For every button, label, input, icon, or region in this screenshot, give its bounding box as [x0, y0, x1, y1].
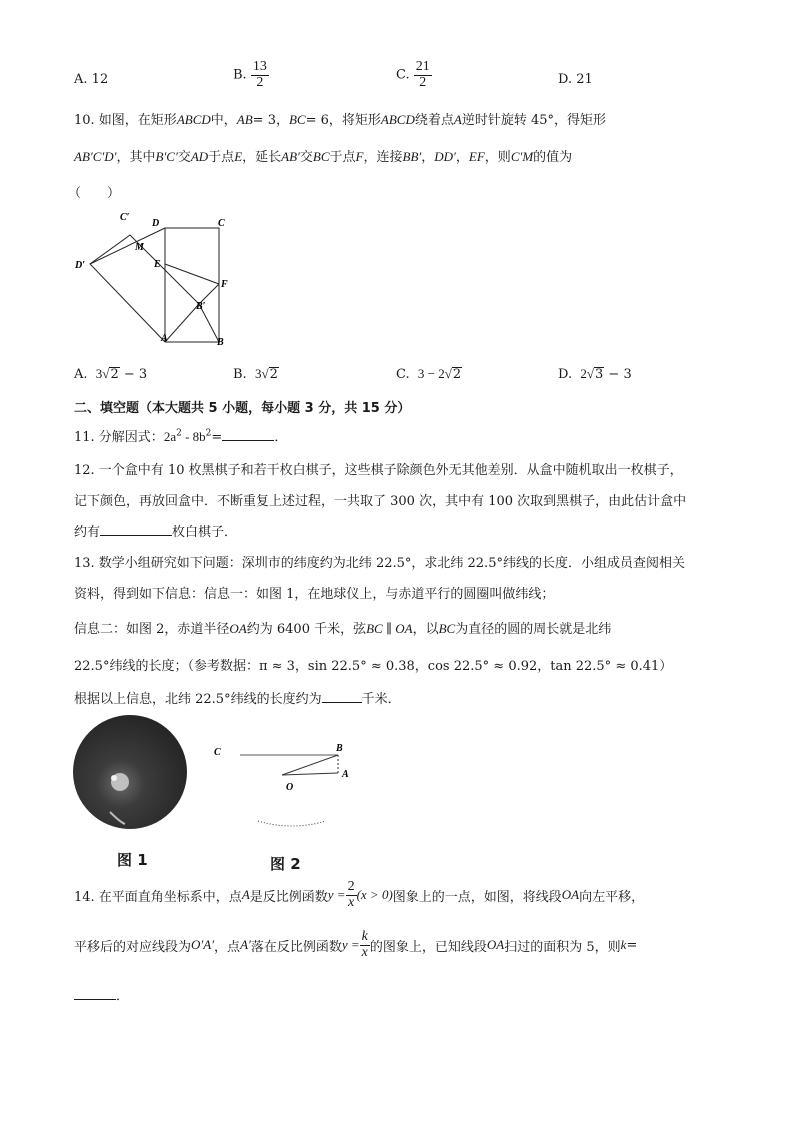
label-A: A: [342, 769, 349, 780]
label-B: B: [217, 337, 224, 348]
q9-option-b: B. $\frac{13}{2}$: [233, 59, 267, 90]
q9-option-d: D. 21: [558, 72, 593, 87]
q11-answer-blank[interactable]: [222, 440, 274, 441]
q14-line1: 14. 在平面直角坐标系中，点 A 是反比例函数 y = $\frac{2}{x}$ (x > 0) 图象上的一点，如图，将线段 OA 向左平移，: [74, 879, 645, 910]
q11: 11. 分解因式：$2a^2 - 8b^2=$ ．: [74, 428, 288, 445]
q14-line3: ．: [74, 985, 129, 1004]
label-C: C: [218, 218, 225, 229]
arc-circle: [258, 821, 326, 826]
q13-answer-blank[interactable]: [322, 702, 362, 703]
label-C: C: [214, 747, 221, 758]
segment-EF: [165, 264, 219, 284]
q13-figure1-caption: 图 1: [117, 851, 148, 869]
q10-figure: [70, 208, 240, 350]
label-M: M: [135, 242, 144, 253]
q14-line2: 平移后的对应线段为 O′A′ ，点 A′ 落在反比例函数 y = $\frac{k}{x}$ 的图象上，已知线段 OA 扫过的面积为 5，则 k =: [74, 929, 638, 960]
q10-option-d: D. 2√3 − 3: [558, 366, 632, 382]
q9-option-c: C. $\frac{21}{2}$: [396, 59, 430, 90]
rect-ABCD: [165, 228, 219, 342]
q13-line5: 根据以上信息，北纬 22.5°纬线的长度约为 千米．: [74, 692, 401, 707]
q13-line4: 22.5°纬线的长度；（参考数据：π ≈ 3，sin 22.5° ≈ 0.38，cos 22.5° ≈ 0.92，tan 22.5° ≈ 0.41）: [74, 659, 673, 674]
q10-paren: （ ）: [68, 186, 121, 201]
q12-answer-blank[interactable]: [100, 535, 172, 536]
label-F: F: [221, 279, 228, 290]
label-B-prime: B′: [196, 301, 206, 312]
label-D-prime: D′: [75, 260, 86, 271]
label-E: E: [154, 259, 161, 270]
label-D: D: [152, 218, 160, 229]
q13-line1: 13. 数学小组研究如下问题：深圳市的纬度约为北纬 22.5°，求北纬 22.5°纬线的长度．小组成员查阅相关: [74, 556, 685, 571]
q13-figure2-caption: 图 2: [270, 855, 301, 873]
radius-OA: [282, 773, 338, 775]
section2-title: 二、填空题（本大题共 5 小题，每小题 3 分，共 15 分）: [74, 401, 411, 416]
q13-figure1-globe: [70, 712, 190, 832]
q10-option-a: A. 3√2 − 3: [74, 366, 148, 382]
q10-option-b: B. 3√2: [233, 366, 278, 382]
rect-ABpCpDp: [90, 235, 199, 342]
q14-answer-blank[interactable]: [74, 999, 116, 1000]
q13-line3: 信息二：如图 2，赤道半径OA约为 6400 千米，弦BC ∥ OA，以BC为直径的圆的周长就是北纬: [74, 621, 612, 637]
label-A: A: [161, 333, 168, 344]
q10-option-c: C. 3 − 2√2: [396, 366, 462, 382]
q12-line3: 约有 枚白棋子．: [74, 525, 238, 540]
label-O: O: [286, 782, 294, 793]
label-B: B: [336, 743, 343, 754]
q12-line2: 记下颜色，再放回盒中．不断重复上述过程，一共取了 300 次，其中有 100 次取到黑棋子，由此估计盒中: [74, 494, 687, 509]
q10-line1: 10. 如图，在矩形ABCD中，AB= 3，BC= 6，将矩形ABCD绕着点A逆时针旋转 45°，得矩形: [74, 112, 606, 128]
q9-option-a: A. 12: [74, 72, 109, 87]
segment-OB: [282, 755, 338, 775]
q13-line2: 资料，得到如下信息：信息一：如图 1，在地球仪上，与赤道平行的圆圈叫做纬线；: [74, 587, 555, 602]
q13-figure2-diagram: [210, 735, 360, 835]
label-C-prime: C′: [120, 212, 130, 223]
q12-line1: 12. 一个盒中有 10 枚黑棋子和若干枚白棋子，这些棋子除颜色外无其他差别．从盒中随机取出一枚棋子，: [74, 463, 683, 478]
q10-line2: AB′C′D′，其中B′C′交AD于点E，延长AB′交BC于点F，连接BB′，DD′，EF，则C′M的值为: [74, 149, 573, 165]
